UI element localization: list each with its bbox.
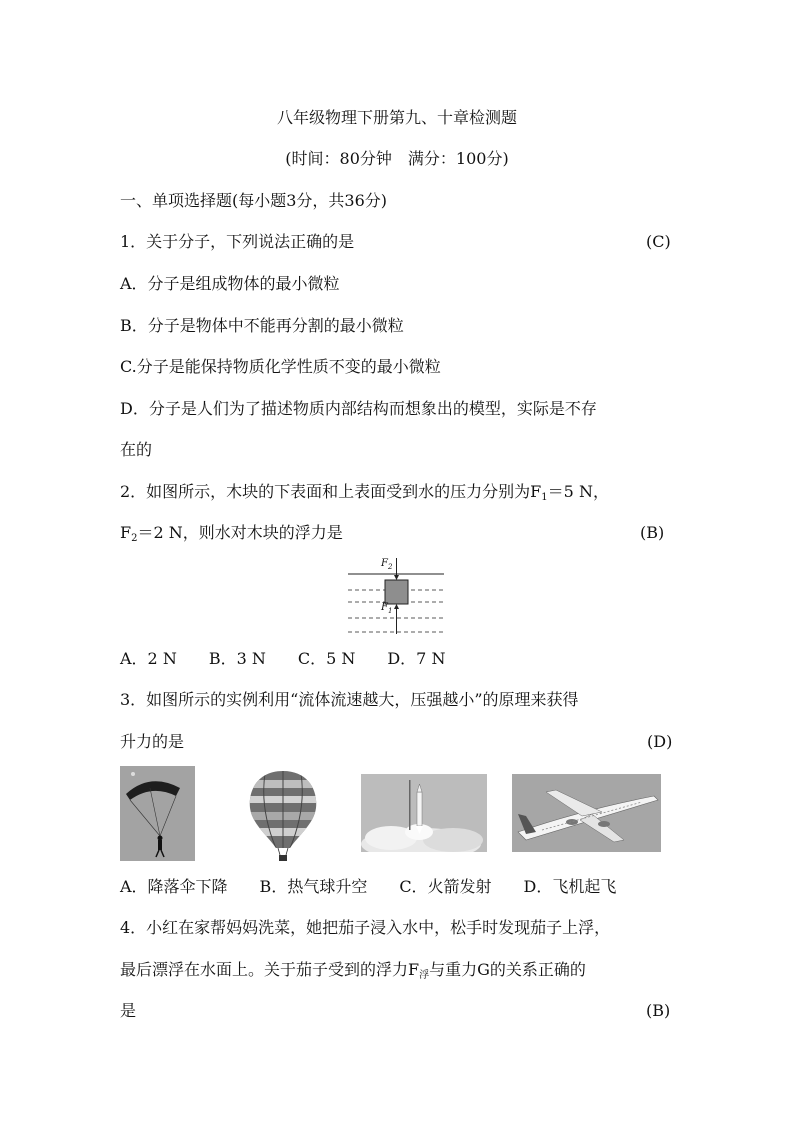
q2-figure [348, 556, 444, 636]
rocket-launch-image [361, 774, 487, 852]
q1-stem: 1．关于分子，下列说法正确的是 [120, 232, 355, 251]
f2-label: $F_2$ [381, 558, 393, 571]
q2-answer: (B) [640, 523, 665, 542]
q2-options: A．2 N B．3 N C．5 N D．7 N [120, 649, 446, 668]
q1-option-a: A．分子是组成物体的最小微粒 [120, 274, 340, 293]
page-subtitle: (时间：80分钟 满分：100分) [285, 149, 509, 168]
q3-answer: (D) [647, 732, 673, 751]
parachute-image [120, 766, 195, 861]
q4-answer: (B) [646, 1001, 671, 1020]
q2-stem-cont: $F_2=2$ N，则水对木块的浮力是 [120, 523, 343, 544]
q3-options: A．降落伞下降 B．热气球升空 C．火箭发射 D．飞机起飞 [120, 877, 617, 896]
q4-stem-end: 是 [120, 1001, 137, 1020]
page-title: 八年级物理下册第九、十章检测题 [276, 108, 517, 127]
airplane-image [512, 774, 661, 852]
q1-answer: (C) [646, 232, 671, 251]
q1-option-d-cont: 在的 [120, 440, 153, 459]
q2-stem: 2．如图所示，木块的下表面和上表面受到水的压力分别为$F_1=5$ N， [120, 482, 609, 503]
q1-option-b: B．分子是物体中不能再分割的最小微粒 [120, 316, 404, 335]
q3-stem: 3．如图所示的实例利用“流体流速越大，压强越小”的原理来获得 [120, 690, 579, 709]
q4-stem-cont: 最后漂浮在水面上。关于茄子受到的浮力$F_浮$与重力G的关系正确的 [120, 960, 586, 981]
q3-stem-cont: 升力的是 [120, 732, 185, 751]
f1-label: $F_1$ [381, 602, 393, 615]
q1-option-c: C.分子是能保持物质化学性质不变的最小微粒 [120, 357, 441, 376]
section-heading: 一、单项选择题(每小题3分，共36分) [120, 191, 388, 210]
hot-air-balloon-image [244, 768, 322, 863]
q4-stem: 4．小红在家帮妈妈洗菜，她把茄子浸入水中，松手时发现茄子上浮， [120, 918, 611, 937]
q1-option-d: D．分子是人们为了描述物质内部结构而想象出的模型，实际是不存 [120, 399, 597, 418]
